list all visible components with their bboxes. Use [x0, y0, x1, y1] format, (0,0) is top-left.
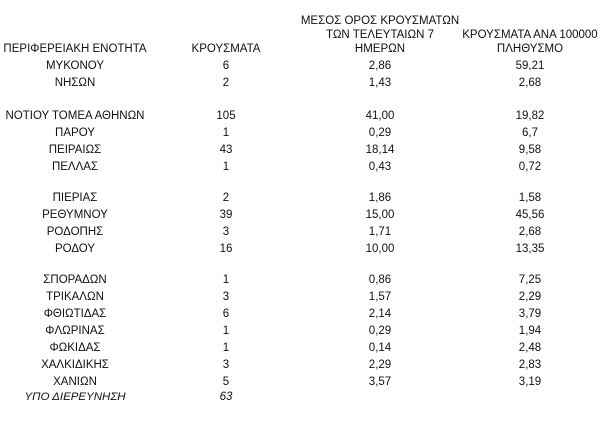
cases-cell: 1: [222, 161, 230, 173]
cases-cell: 16: [219, 243, 233, 255]
cases-cell: 105: [216, 110, 236, 122]
header-per100k: [450, 28, 610, 56]
per100k-cell: 2,68: [518, 77, 542, 89]
cases-cell: 5: [222, 376, 230, 388]
per100k-cell: 19,82: [515, 110, 545, 122]
header-per100k-line2: ΠΛΗΘΥΣΜΟ: [496, 43, 564, 55]
table-row: [0, 289, 610, 305]
cases-cell: 6: [222, 60, 230, 72]
region-cell: ΠΙΕΡΙΑΣ: [52, 192, 98, 204]
avg7-cell: 2,29: [368, 359, 392, 371]
cases-cell: 6: [222, 308, 230, 320]
table-row: [0, 108, 610, 124]
region-cell: ΠΑΡΟΥ: [55, 127, 95, 139]
table-row: [0, 125, 610, 141]
header-region: ΠΕΡΙΦΕΡΕΙΑΚΗ ΕΝΟΤΗΤΑ: [3, 43, 147, 55]
region-cell: ΤΡΙΚΑΛΩΝ: [46, 291, 104, 303]
table-row: [0, 374, 610, 390]
avg7-cell: 1,57: [368, 291, 392, 303]
header-avg7-line3: ΗΜΕΡΩΝ: [354, 43, 406, 55]
per100k-cell: 2,83: [518, 359, 542, 371]
region-cell: ΡΕΘΥΜΝΟΥ: [42, 209, 108, 221]
per100k-cell: 1,94: [518, 325, 542, 337]
avg7-cell: 0,29: [368, 127, 392, 139]
per100k-cell: 2,48: [518, 342, 542, 354]
cases-cell: 3: [222, 226, 230, 238]
per100k-cell: 2,29: [518, 291, 542, 303]
per100k-cell: 0,72: [518, 161, 542, 173]
per100k-cell: 1,58: [518, 192, 542, 204]
header-avg7-line1: ΜΕΣΟΣ ΟΡΟΣ ΚΡΟΥΣΜΑΤΩΝ: [300, 15, 460, 27]
region-cell: ΡΟΔΟΥ: [54, 243, 96, 255]
per100k-cell: 9,58: [518, 144, 542, 156]
avg7-cell: 1,86: [368, 192, 392, 204]
per100k-cell: 3,19: [518, 376, 542, 388]
per100k-cell: 3,79: [518, 308, 542, 320]
under-investigation-label: ΥΠΟ ΔΙΕΡΕΥΝΗΣΗ: [24, 391, 126, 403]
avg7-cell: 1,43: [368, 77, 392, 89]
cases-cell: 1: [222, 325, 230, 337]
region-cell: ΧΑΛΚΙΔΙΚΗΣ: [41, 359, 109, 371]
region-cell: ΝΟΤΙΟΥ ΤΟΜΕΑ ΑΘΗΝΩΝ: [5, 110, 145, 122]
per100k-cell: 7,25: [518, 274, 542, 286]
table-row: [0, 224, 610, 240]
region-cell: ΦΘΙΩΤΙΔΑΣ: [43, 308, 107, 320]
cases-cell: 3: [222, 291, 230, 303]
avg7-cell: 15,00: [365, 209, 395, 221]
cases-cell: 1: [222, 127, 230, 139]
per100k-cell: 13,35: [515, 243, 545, 255]
table-row: [0, 323, 610, 339]
avg7-cell: 0,86: [368, 274, 392, 286]
table-row: [0, 142, 610, 158]
table-row: [0, 357, 610, 373]
cases-cell: 2: [222, 77, 230, 89]
under-investigation-cases: 63: [219, 391, 233, 403]
avg7-cell: 2,86: [368, 60, 392, 72]
region-cell: ΜΥΚΟΝΟΥ: [45, 60, 105, 72]
header-per100k-line1: ΚΡΟΥΣΜΑΤΑ ΑΝΑ 100000: [462, 29, 598, 41]
avg7-cell: 18,14: [365, 144, 395, 156]
avg7-cell: 41,00: [365, 110, 395, 122]
table-row: [0, 272, 610, 288]
table-row: [0, 340, 610, 356]
cases-cell: 1: [222, 274, 230, 286]
table-row: [0, 306, 610, 322]
table-row: [0, 241, 610, 257]
under-investigation-row: [0, 389, 610, 405]
avg7-cell: 2,14: [368, 308, 392, 320]
per100k-cell: 59,21: [515, 60, 545, 72]
region-cell: ΠΕΙΡΑΙΩΣ: [48, 144, 102, 156]
region-cell: ΦΛΩΡΙΝΑΣ: [45, 325, 105, 337]
avg7-cell: 0,43: [368, 161, 392, 173]
avg7-cell: 0,29: [368, 325, 392, 337]
header-cases: ΚΡΟΥΣΜΑΤΑ: [191, 43, 261, 55]
table-row: [0, 58, 610, 74]
table-row: [0, 159, 610, 175]
table-row: [0, 75, 610, 91]
avg7-cell: 3,57: [368, 376, 392, 388]
cases-cell: 1: [222, 342, 230, 354]
cases-cell: 39: [219, 209, 233, 221]
cases-cell: 2: [222, 192, 230, 204]
region-cell: ΧΑΝΙΩΝ: [53, 376, 97, 388]
region-cell: ΡΟΔΟΠΗΣ: [46, 226, 104, 238]
header-avg7-line2: ΤΩΝ ΤΕΛΕΥΤΑΙΩΝ 7: [326, 29, 434, 41]
table-row: [0, 190, 610, 206]
per100k-cell: 6,7: [522, 127, 538, 139]
cases-cell: 3: [222, 359, 230, 371]
avg7-cell: 0,14: [368, 342, 392, 354]
cases-cell: 43: [219, 144, 233, 156]
header-avg7: [295, 14, 465, 56]
region-cell: ΝΗΣΩΝ: [54, 77, 96, 89]
avg7-cell: 10,00: [365, 243, 395, 255]
per100k-cell: 2,68: [518, 226, 542, 238]
per100k-cell: 45,56: [515, 209, 545, 221]
region-cell: ΠΕΛΛΑΣ: [51, 161, 99, 173]
table-row: [0, 207, 610, 223]
region-cell: ΣΠΟΡΑΔΩΝ: [43, 274, 107, 286]
avg7-cell: 1,71: [368, 226, 392, 238]
region-cell: ΦΩΚΙΔΑΣ: [49, 342, 101, 354]
